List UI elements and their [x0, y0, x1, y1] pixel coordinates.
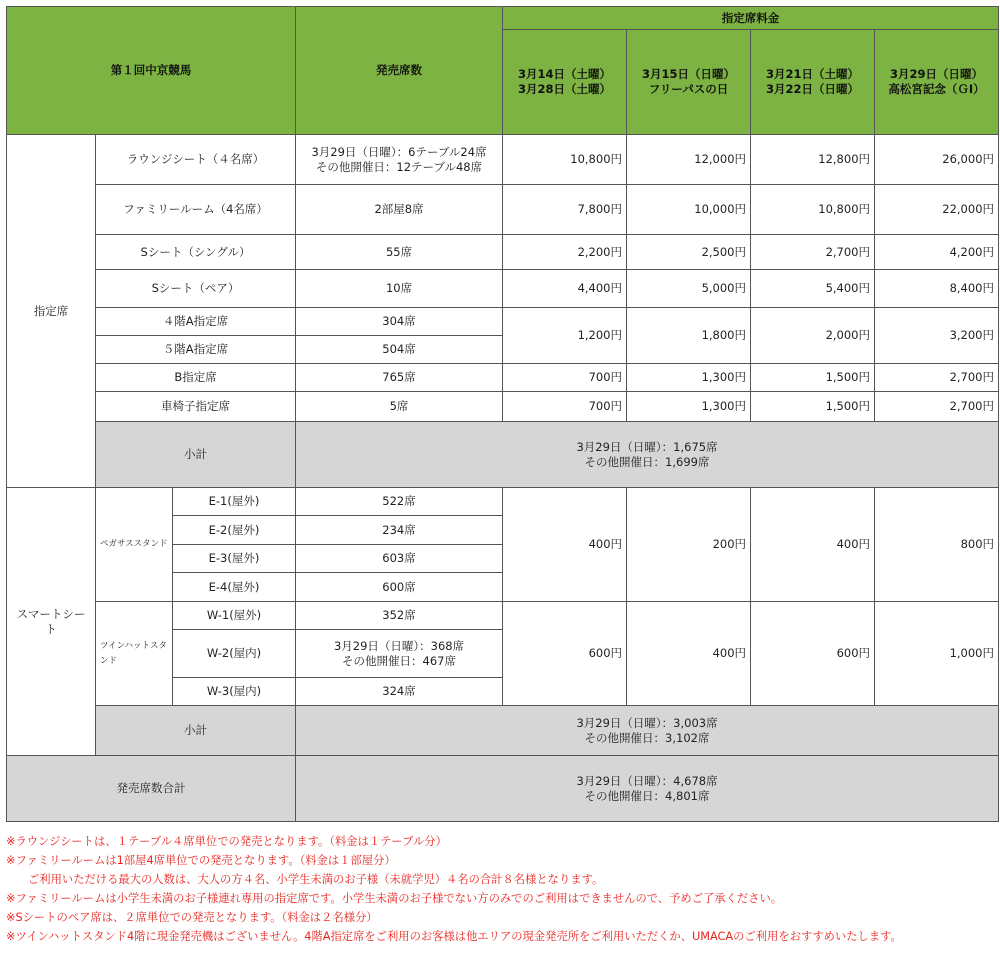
seat-type-name: 車椅子指定席 — [96, 392, 296, 422]
seat-type-name: W-3(屋内) — [173, 678, 296, 706]
seat-count: 2部屋8席 — [296, 185, 503, 235]
seat-count: 522席 — [296, 488, 503, 516]
smart-subtotal-value: 3月29日（日曜）：3,003席 その他開催日：3,102席 — [296, 706, 999, 756]
meeting-header: 第１回中京競馬 — [7, 7, 296, 135]
seat-count: 504席 — [296, 336, 503, 364]
reserved-subtotal-value: 3月29日（日曜）：1,675席 その他開催日：1,699席 — [296, 422, 999, 488]
seat-count: 3月29日（日曜）：368席 その他開催日：467席 — [296, 630, 503, 678]
price-cell: 200円 — [627, 488, 751, 602]
price-cell: 700円 — [503, 364, 627, 392]
seat-count: 324席 — [296, 678, 503, 706]
seat-count: 304席 — [296, 308, 503, 336]
price-cell: 1,800円 — [627, 308, 751, 364]
seat-type-name: E-2(屋外) — [173, 516, 296, 545]
seat-type-name: E-4(屋外) — [173, 573, 296, 602]
seat-type-name: Sシート（シングル） — [96, 235, 296, 270]
seat-type-name: W-2(屋内) — [173, 630, 296, 678]
price-cell: 4,200円 — [875, 235, 999, 270]
price-cell: 26,000円 — [875, 135, 999, 185]
note-lounge: ※ラウンジシートは、１テーブル４席単位での発売となります。（料金は１テーブル分） — [6, 835, 447, 848]
price-cell: 5,000円 — [627, 270, 751, 308]
seat-count: 5席 — [296, 392, 503, 422]
price-cell: 2,200円 — [503, 235, 627, 270]
price-cell: 400円 — [751, 488, 875, 602]
price-cell: 2,700円 — [875, 364, 999, 392]
price-cell: 1,200円 — [503, 308, 627, 364]
seats-header: 発売席数 — [296, 7, 503, 135]
seat-count: 10席 — [296, 270, 503, 308]
seat-type-name: ファミリールーム（4名席） — [96, 185, 296, 235]
price-cell: 8,400円 — [875, 270, 999, 308]
date-header: 3月21日（土曜） 3月22日（日曜） — [751, 30, 875, 135]
notes-section — [6, 832, 998, 946]
note-s-pair: ※Sシートのペア席は、２席単位での発売となります。（料金は２名様分） — [6, 911, 378, 924]
price-cell: 12,800円 — [751, 135, 875, 185]
pegasus-stand-label: ペガサススタンド — [96, 488, 173, 602]
seat-type-name: E-3(屋外) — [173, 545, 296, 573]
price-cell: 1,300円 — [627, 364, 751, 392]
seat-table-container — [6, 6, 998, 822]
date-header: 3月14日（土曜） 3月28日（土曜） — [503, 30, 627, 135]
seat-type-name: ５階A指定席 — [96, 336, 296, 364]
seat-type-name: ４階A指定席 — [96, 308, 296, 336]
seat-count: 603席 — [296, 545, 503, 573]
price-cell: 10,800円 — [751, 185, 875, 235]
smart-section-label: スマートシート — [7, 488, 96, 756]
note-family-unit: ※ファミリールームは1部屋4席単位での発売となります。（料金は１部屋分） — [6, 854, 396, 867]
seat-type-name: E-1(屋外) — [173, 488, 296, 516]
seat-count: 352席 — [296, 602, 503, 630]
seat-type-name: W-1(屋外) — [173, 602, 296, 630]
price-cell: 1,500円 — [751, 364, 875, 392]
reserved-subtotal-label: 小計 — [96, 422, 296, 488]
seat-type-name: ラウンジシート（４名席） — [96, 135, 296, 185]
seat-count: 765席 — [296, 364, 503, 392]
note-family-capacity: ご利用いただける最大の人数は、大人の方４名、小学生未満のお子様（未就学児）４名の合計８名様となります。 — [28, 873, 604, 886]
grand-total-value: 3月29日（日曜）：4,678席 その他開催日：4,801席 — [296, 756, 999, 822]
price-cell: 12,000円 — [627, 135, 751, 185]
seat-price-table — [6, 6, 999, 822]
seat-type-name: Sシート（ペア） — [96, 270, 296, 308]
price-cell: 10,800円 — [503, 135, 627, 185]
seat-count: 234席 — [296, 516, 503, 545]
price-cell: 10,000円 — [627, 185, 751, 235]
price-cell: 600円 — [503, 602, 627, 706]
price-cell: 1,500円 — [751, 392, 875, 422]
twinhat-stand-label: ツインハットスタンド — [96, 602, 173, 706]
date-header: 3月15日（日曜） フリーパスの日 — [627, 30, 751, 135]
price-cell: 400円 — [627, 602, 751, 706]
grand-total-label: 発売席数合計 — [7, 756, 296, 822]
seat-type-name: B指定席 — [96, 364, 296, 392]
seat-count: 600席 — [296, 573, 503, 602]
price-cell: 2,700円 — [751, 235, 875, 270]
price-cell: 2,500円 — [627, 235, 751, 270]
note-family-children: ※ファミリールームは小学生未満のお子様連れ専用の指定席です。小学生未満のお子様でない方のみでのご利用はできませんので、予めご了承ください。 — [6, 892, 783, 905]
price-cell: 3,200円 — [875, 308, 999, 364]
price-cell: 400円 — [503, 488, 627, 602]
price-cell: 1,300円 — [627, 392, 751, 422]
price-cell: 600円 — [751, 602, 875, 706]
date-header: 3月29日（日曜） 高松宮記念（ＧⅠ） — [875, 30, 999, 135]
reserved-section-label: 指定席 — [7, 135, 96, 488]
price-cell: 5,400円 — [751, 270, 875, 308]
seat-count: 3月29日（日曜）：6テーブル24席 その他開催日：12テーブル48席 — [296, 135, 503, 185]
price-group-header: 指定席料金 — [503, 7, 999, 30]
price-cell: 4,400円 — [503, 270, 627, 308]
price-cell: 22,000円 — [875, 185, 999, 235]
price-cell: 1,000円 — [875, 602, 999, 706]
note-twinhat-cash: ※ツインハットスタンド4階に現金発売機はございません。4階A指定席をご利用のお客様は他エリアの現金発売所をご利用いただくか、UMACAのご利用をおすすめいたします。 — [6, 930, 902, 943]
price-cell: 7,800円 — [503, 185, 627, 235]
price-cell: 700円 — [503, 392, 627, 422]
price-cell: 2,000円 — [751, 308, 875, 364]
price-cell: 2,700円 — [875, 392, 999, 422]
smart-subtotal-label: 小計 — [96, 706, 296, 756]
seat-count: 55席 — [296, 235, 503, 270]
price-cell: 800円 — [875, 488, 999, 602]
